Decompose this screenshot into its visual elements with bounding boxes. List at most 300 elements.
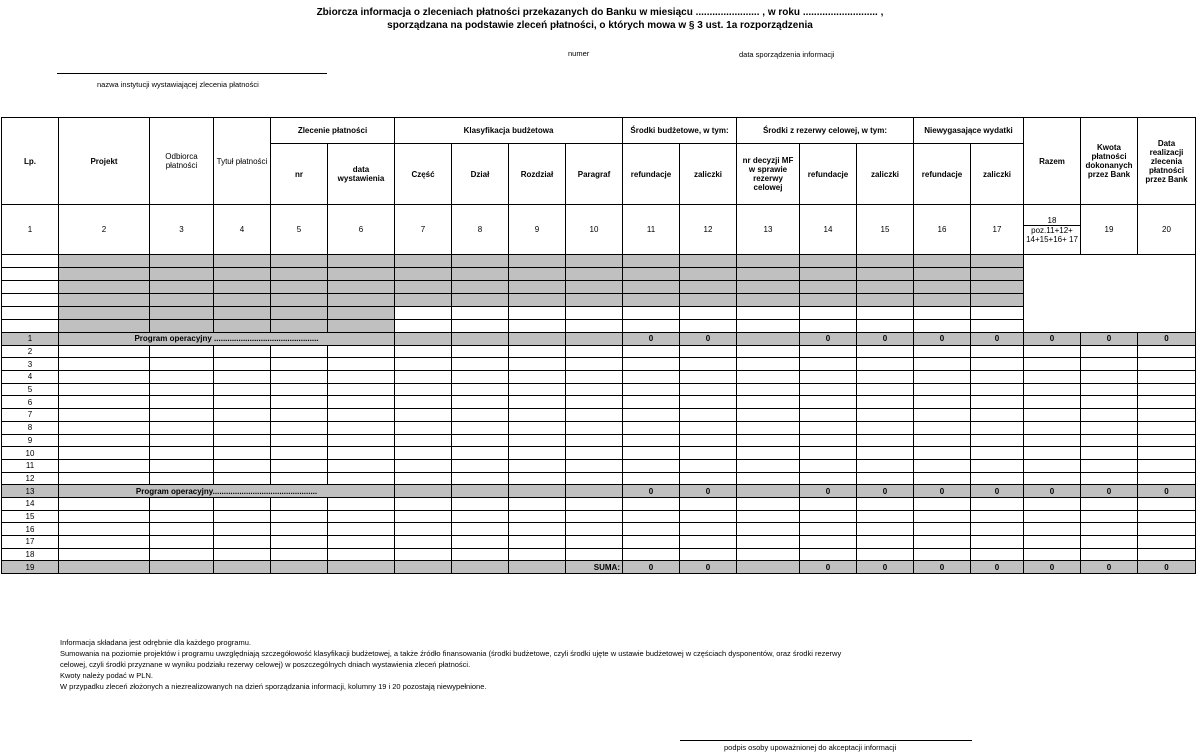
table-cell [566,255,623,268]
header-dzial: Dział [452,144,509,205]
header-zlecenie: Zlecenie płatności [271,118,395,144]
table-cell [623,281,680,294]
table-cell [452,536,509,549]
table-cell [150,281,214,294]
table-cell [214,434,271,447]
table-cell [737,320,800,333]
column-number-16: 16 [914,205,971,255]
table-cell [914,294,971,307]
table-cell [271,561,328,574]
table-cell [1024,497,1081,510]
table-cell [857,510,914,523]
table-cell [271,383,328,396]
signature-line [680,740,972,741]
column-number-13: 13 [737,205,800,255]
table-cell [857,307,914,320]
table-cell [214,523,271,536]
amount-cell: 0 [1024,561,1081,574]
header-srodki-rezerwy: Środki z rezerwy celowej, w tym: [737,118,914,144]
table-cell [271,497,328,510]
table-cell [328,434,395,447]
table-cell [737,472,800,485]
table-cell [737,459,800,472]
table-cell [452,485,509,498]
signature-label: podpis osoby upoważnionej do akceptacji informacji [724,743,897,752]
table-cell [509,472,566,485]
table-cell [1081,409,1138,422]
table-cell [271,548,328,561]
table-cell [59,255,150,268]
table-cell [971,434,1024,447]
table-cell [1024,536,1081,549]
table-cell [509,459,566,472]
table-cell [395,561,452,574]
table-cell [59,307,150,320]
table-cell [328,396,395,409]
summary-row [2,320,1196,333]
column-number-15: 15 [857,205,914,255]
program-label: Program operacyjny............................................... [59,485,395,498]
table-cell [1024,383,1081,396]
table-cell [150,268,214,281]
table-cell [857,281,914,294]
table-cell [452,459,509,472]
table-cell [1024,358,1081,371]
institution-name-line [57,73,327,74]
table-cell [271,409,328,422]
table-row [2,472,1196,485]
table-cell [328,320,395,333]
table-cell [914,345,971,358]
table-cell [680,371,737,384]
table-cell [971,268,1024,281]
table-cell [623,548,680,561]
table-cell [680,320,737,333]
table-cell [59,472,150,485]
table-cell [395,447,452,460]
table-cell [214,383,271,396]
table-cell [150,548,214,561]
table-cell [328,294,395,307]
table-cell [680,472,737,485]
table-cell [566,497,623,510]
table-cell [623,371,680,384]
table-cell [452,561,509,574]
table-cell [623,396,680,409]
table-cell [509,548,566,561]
table-cell [452,409,509,422]
data-sporzadzenia-label: data sporządzenia informacji [739,50,835,59]
column-number-2: 2 [59,205,150,255]
table-cell [800,497,857,510]
table-cell [509,255,566,268]
table-cell [328,523,395,536]
column-number-10: 10 [566,205,623,255]
header-paragraf: Paragraf [566,144,623,205]
header-kwota: Kwota płatności dokonanych przez Bank [1081,118,1138,205]
amount-cell: 0 [857,561,914,574]
amount-cell: 0 [800,333,857,346]
row-lp: 7 [2,409,59,422]
header-odbiorca: Odbiorca płatności [150,118,214,205]
table-cell [395,307,452,320]
table-cell [566,548,623,561]
amount-cell: 0 [914,333,971,346]
row-lp: 1 [2,333,59,346]
table-cell [2,294,59,307]
table-cell [328,345,395,358]
row-lp: 13 [2,485,59,498]
table-cell [150,371,214,384]
table-cell [271,281,328,294]
table-cell [150,459,214,472]
table-row [2,510,1196,523]
table-cell [271,345,328,358]
table-cell [737,548,800,561]
table-cell [914,255,971,268]
table-cell [1024,345,1081,358]
table-cell [509,345,566,358]
table-cell [680,281,737,294]
table-cell [395,320,452,333]
table-cell [214,548,271,561]
table-cell [328,268,395,281]
table-cell [1081,396,1138,409]
table-cell [914,396,971,409]
table-cell [150,358,214,371]
table-cell [1138,548,1196,561]
table-cell [509,294,566,307]
table-cell [737,268,800,281]
row-lp: 3 [2,358,59,371]
table-cell [737,523,800,536]
table-cell [214,421,271,434]
column-number-18 [1024,205,1081,255]
table-cell [623,307,680,320]
amount-cell: 0 [623,485,680,498]
table-cell [914,536,971,549]
table-cell [328,307,395,320]
table-cell [59,268,150,281]
header-refundacje-1: refundacje [623,144,680,205]
table-cell [1081,523,1138,536]
table-cell [452,383,509,396]
table-cell [800,421,857,434]
table-cell [680,536,737,549]
table-cell [623,459,680,472]
table-cell [737,255,800,268]
table-cell [328,548,395,561]
row-lp: 5 [2,383,59,396]
amount-cell: 0 [971,561,1024,574]
row-lp: 19 [2,561,59,574]
table-cell [59,548,150,561]
table-cell [271,320,328,333]
table-cell [328,510,395,523]
table-cell [857,294,914,307]
header-data-wystawienia: data wystawienia [328,144,395,205]
table-cell [680,345,737,358]
table-cell [914,472,971,485]
table-cell [395,421,452,434]
header-zaliczki-1: zaliczki [680,144,737,205]
table-cell [971,548,1024,561]
table-cell [623,472,680,485]
header-refundacje-3: refundacje [914,144,971,205]
table-cell [857,536,914,549]
table-cell [395,268,452,281]
table-cell [1081,434,1138,447]
table-cell [800,371,857,384]
amount-cell: 0 [680,485,737,498]
row-lp: 17 [2,536,59,549]
table-cell [328,472,395,485]
table-cell [1138,345,1196,358]
table-cell [1024,396,1081,409]
table-cell [623,383,680,396]
table-cell [395,345,452,358]
table-cell [680,421,737,434]
table-cell [566,333,623,346]
amount-cell: 0 [800,561,857,574]
table-cell [623,358,680,371]
table-cell [1081,421,1138,434]
table-cell [328,421,395,434]
table-cell [971,307,1024,320]
note-4: Kwoty należy podać w PLN. [60,671,153,680]
suma-label: SUMA: [566,561,623,574]
table-cell [971,281,1024,294]
table-cell [150,447,214,460]
table-cell [509,561,566,574]
table-cell [857,523,914,536]
table-cell [737,485,800,498]
table-row [2,383,1196,396]
table-cell [971,294,1024,307]
table-cell [59,510,150,523]
header-lp: Lp. [2,118,59,205]
table-cell [509,523,566,536]
table-cell [59,434,150,447]
summary-row [2,255,1196,268]
table-cell [800,307,857,320]
table-cell [509,536,566,549]
table-cell [452,281,509,294]
table-cell [566,447,623,460]
table-cell [1081,358,1138,371]
table-cell [914,358,971,371]
table-cell [680,548,737,561]
table-cell [800,447,857,460]
summary-row [2,294,1196,307]
table-cell [914,409,971,422]
row-lp: 18 [2,548,59,561]
table-cell [857,409,914,422]
table-cell [1024,434,1081,447]
amount-cell: 0 [1138,561,1196,574]
table-cell [395,333,452,346]
table-cell [59,459,150,472]
table-cell [150,320,214,333]
table-cell [1138,358,1196,371]
table-cell [271,421,328,434]
table-cell [1138,523,1196,536]
table-cell [737,510,800,523]
table-cell [271,434,328,447]
table-cell [680,434,737,447]
table-cell [328,497,395,510]
table-cell [680,396,737,409]
header-refundacje-2: refundacje [800,144,857,205]
table-cell [1024,548,1081,561]
table-cell [800,536,857,549]
table-cell [214,472,271,485]
table-cell [395,548,452,561]
table-cell [623,255,680,268]
table-cell [1024,371,1081,384]
table-cell [566,281,623,294]
table-cell [395,281,452,294]
table-cell [857,371,914,384]
amount-cell: 0 [1138,333,1196,346]
table-cell [2,320,59,333]
table-cell [914,459,971,472]
table-cell [971,409,1024,422]
column-numbers-row [2,205,1196,255]
table-cell [214,358,271,371]
table-cell [914,320,971,333]
table-cell [395,358,452,371]
header-tytul: Tytuł płatności [214,118,271,205]
table-cell [150,294,214,307]
table-cell [452,421,509,434]
table-cell [623,409,680,422]
notes-block [60,637,1020,692]
amount-cell: 0 [800,485,857,498]
institution-name-label: nazwa instytucji wystawiającej zlecenia płatności [97,80,259,89]
table-cell [737,421,800,434]
table-cell [566,409,623,422]
table-cell [214,281,271,294]
table-cell [623,510,680,523]
table-cell [509,371,566,384]
table-cell [59,523,150,536]
table-cell [150,497,214,510]
column-number-3: 3 [150,205,214,255]
table-cell [1024,459,1081,472]
amount-cell: 0 [1024,485,1081,498]
amount-cell: 0 [680,333,737,346]
table-cell [857,268,914,281]
table-cell [1138,371,1196,384]
table-cell [800,383,857,396]
table-cell [1024,523,1081,536]
table-cell [1138,497,1196,510]
summary-row [2,281,1196,294]
table-cell [623,294,680,307]
table-cell [328,459,395,472]
table-cell [1081,497,1138,510]
table-cell [509,409,566,422]
row-lp: 6 [2,396,59,409]
table-cell [800,523,857,536]
table-cell [452,345,509,358]
table-cell [623,536,680,549]
table-cell [2,268,59,281]
table-cell [1081,345,1138,358]
table-cell [214,294,271,307]
column-number-7: 7 [395,205,452,255]
table-cell [59,320,150,333]
table-cell [971,497,1024,510]
row-lp: 16 [2,523,59,536]
table-cell [59,396,150,409]
table-cell [452,294,509,307]
table-cell [328,409,395,422]
table-cell [509,497,566,510]
table-cell [680,294,737,307]
table-cell [857,447,914,460]
table-cell [59,536,150,549]
table-cell [800,358,857,371]
table-cell [509,320,566,333]
table-cell [214,536,271,549]
table-cell [566,294,623,307]
table-cell [271,523,328,536]
table-cell [1081,447,1138,460]
table-cell [452,255,509,268]
table-cell [737,447,800,460]
table-cell [914,497,971,510]
table-cell [150,396,214,409]
table-cell [914,548,971,561]
amount-cell: 0 [857,485,914,498]
table-cell [623,345,680,358]
table-cell [737,536,800,549]
table-cell [395,434,452,447]
table-cell [680,255,737,268]
row-lp: 8 [2,421,59,434]
table-cell [737,345,800,358]
table-cell [800,281,857,294]
table-cell [914,510,971,523]
table-cell [566,358,623,371]
column-number-14: 14 [800,205,857,255]
table-cell [1024,421,1081,434]
table-cell [395,536,452,549]
table-cell [150,307,214,320]
table-cell [566,396,623,409]
table-cell [680,459,737,472]
table-cell [395,459,452,472]
table-cell [2,307,59,320]
table-cell [509,383,566,396]
table-cell [328,561,395,574]
table-cell [509,281,566,294]
table-cell [971,523,1024,536]
table-cell [566,383,623,396]
table-cell [395,396,452,409]
table-cell [59,358,150,371]
table-cell [1081,536,1138,549]
table-cell [509,421,566,434]
table-cell [452,371,509,384]
table-cell [623,447,680,460]
table-cell [680,358,737,371]
table-cell [737,281,800,294]
table-cell [680,383,737,396]
table-cell [271,371,328,384]
